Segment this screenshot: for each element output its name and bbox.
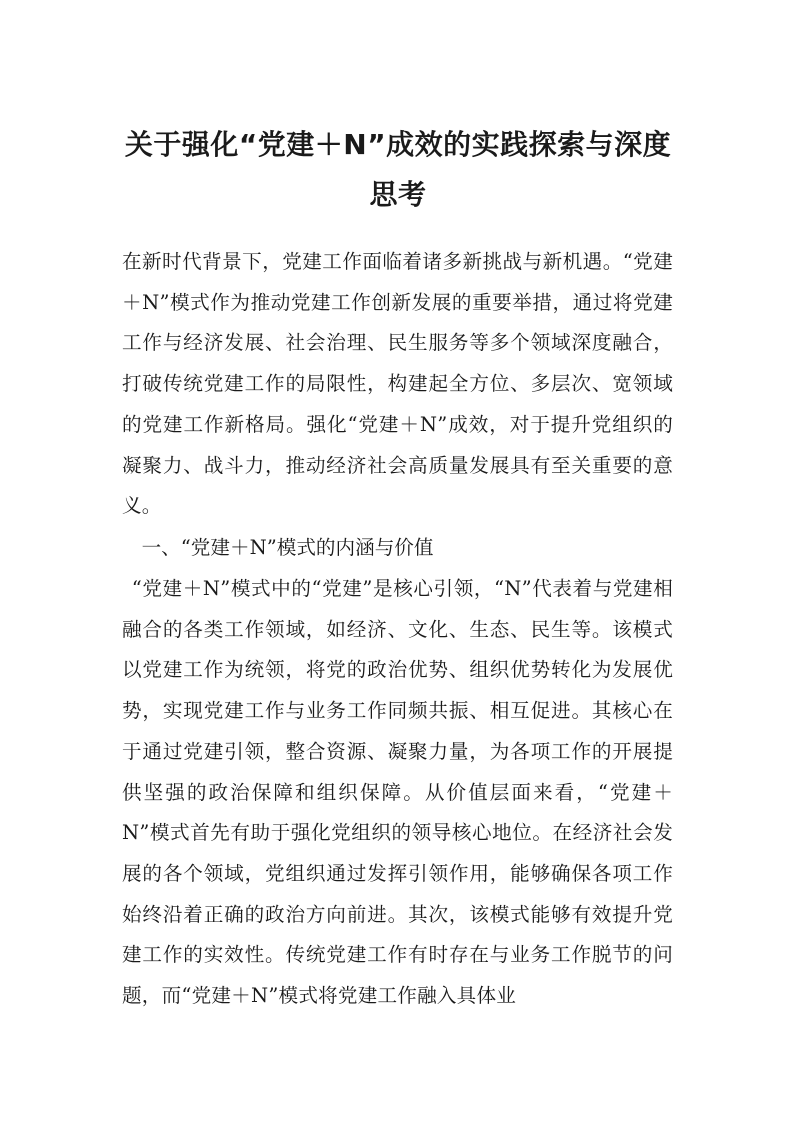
intro-paragraph: 在新时代背景下，党建工作面临着诸多新挑战与新机遇。“党建＋N”模式作为推动党建工作创新发展的重要举措，通过将党建工作与经济发展、社会治理、民生服务等多个领域深度融合，打破传统党建工作的局限性，构建起全方位、多层次、宽领域的党建工作新格局。强化“党建＋N”成效，对于提升党组织的凝聚力、战斗力，推动经济社会高质量发展具有至关重要的意义。 bbox=[122, 250, 673, 518]
section-heading: 一、“党建＋N”模式的内涵与价值 bbox=[141, 536, 434, 559]
section-paragraph: “党建＋N”模式中的“党建”是核心引领，“N”代表着与党建相融合的各类工作领域，如经济、文化、生态、民生等。该模式以党建工作为统领，将党的政治优势、组织优势转化为发展优势，实现党建工作与业务工作同频共振、相互促进。其核心在于通过党建引领，整合资源、凝聚力量，为各项工作的开展提供坚强的政治保障和组织保障。从价值层面来看，“党建＋N”模式首先有助于强化党组织的领导核心地位。在经济社会发展的各个领域，党组织通过发挥引领作用，能够确保各项工作始终沿着正确的政治方向前进。其次，该模式能够有效提升党建工作的实效性。传统党建工作有时存在与业务工作脱节的问题，而“党建＋N”模式将党建工作融入具体业 bbox=[122, 577, 673, 1008]
document-title: 关于强化“党建＋N”成效的实践探索与深度思考 bbox=[124, 128, 672, 211]
